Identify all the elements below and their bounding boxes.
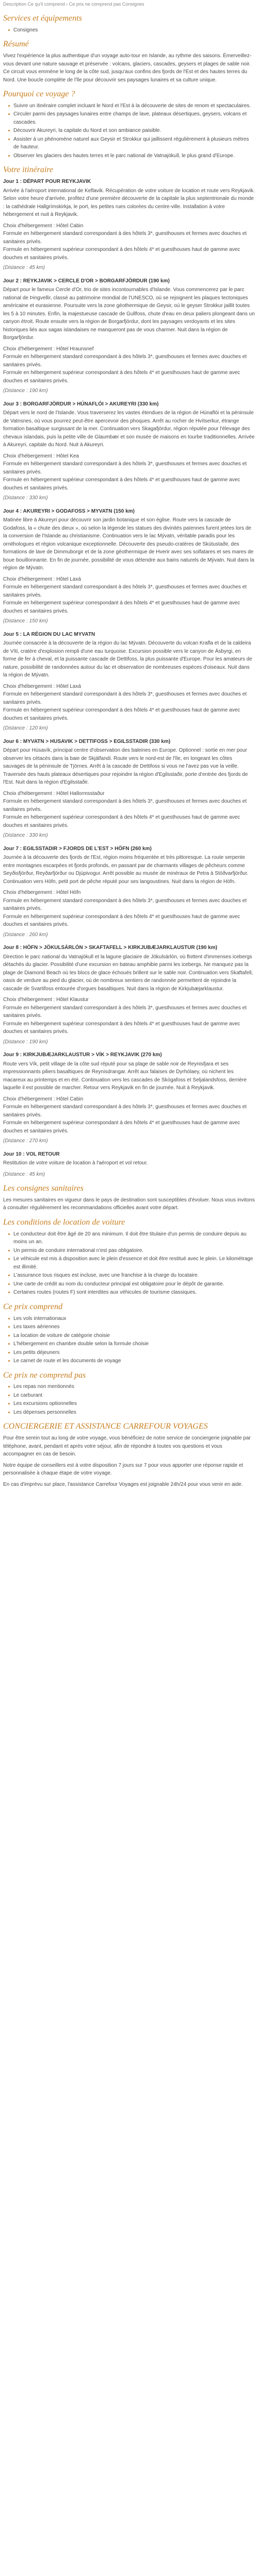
- includes-item: La location de voiture de catégorie choisie: [8, 1332, 255, 1340]
- accommodation-line: Formule en hébergement standard correspondant à des hôtels 3*, guesthouses et fermes avec douches et sanitaires privés.: [3, 1104, 247, 1118]
- accommodation-line: Formule en hébergement standard correspondant à des hôtels 3*, guesthouses et fermes avec douches et sanitaires privés.: [3, 691, 247, 705]
- day-description: Départ pour le fameux Cercle d'Or, trio de sites incontournables d'Islande. Vous commencerez par le parc national de Þingvellir, classé au patrimoine mondial de l'UNESCO, où se rejoignent les plaques tectoniques américaine et eurasienne. Poursuite vers la zone géothermique de Geysir, où le geyser Strokkur jaillit toutes les 5 à 10 minutes. Enfin, la majestueuse cascade de Gullfoss, chute d'eau en deux paliers plongeant dans un canyon étroit. Route ensuite vers la région de Borgarfjördur, dont les paysages verdoyants et les sites historiques liés aux sagas islandaises ne manqueront pas de vous charmer. Nuit dans la région de Borgarfjördur.: [3, 287, 255, 341]
- conditions-item: Certaines routes (routes F) sont interdites aux véhicules de tourisme classiques.: [8, 1289, 255, 1297]
- concierge-texts: [3, 1434, 255, 1488]
- itinerary-day: [3, 738, 255, 840]
- itinerary-day: [3, 178, 255, 272]
- services-title: Services et équipements: [3, 13, 82, 23]
- accommodation-line: Formule en hébergement standard correspondant à des hôtels 3*, guesthouses et fermes avec douches et sanitaires privés.: [3, 461, 247, 475]
- day-description: Départ vers le nord de l'Islande. Vous traverserez les vastes étendues de la région de Húnaflói et la péninsule de Vatnsnes, où vous pourrez peut-être apercevoir des phoques. Arrêt au rocher de Hvítserkur, étrange formation basaltique surgissant de la mer. Continuation vers Skagafjördur, région réputée pour l'élevage des chevaux islandais, puis la petite ville de Glaumbær et son musée de maisons en tourbe traditionnelles. Arrivée à Akureyri, capitale du Nord. Nuit à Akureyri.: [3, 410, 255, 448]
- day-distance: (Distance : 190 km): [3, 1039, 48, 1045]
- itinerary: [3, 178, 255, 1178]
- accommodation-line: Choix d'hébergement : Hôtel Cabin: [3, 1096, 84, 1102]
- resume-title: Résumé: [3, 40, 29, 49]
- day-title: Jour 4 : AKUREYRI > GODAFOSS > MYVATN (150 km): [3, 508, 135, 514]
- accommodation-line: Formule en hébergement standard correspondant à des hôtels 3*, guesthouses et fermes avec douches et sanitaires privés.: [3, 584, 247, 598]
- concierge-paragraph: En cas d'imprévu sur place, l'assistance Carrefour Voyages est joignable 24h/24 pour vous venir en aide.: [3, 1481, 243, 1487]
- day-distance: (Distance : 260 km): [3, 931, 48, 938]
- why-item: Circuler parmi des paysages lunaires entre champs de lave, plateaux désertiques, geysers, volcans et cascades.: [8, 110, 255, 126]
- breadcrumb: [3, 0, 255, 8]
- conditions-item: Le conducteur doit être âgé de 20 ans minimum. Il doit être titulaire d'un permis de conduire depuis au moins un an.: [8, 1230, 255, 1246]
- day-title: Jour 3 : BORGARFJÖRDUR > HÚNAFLÓI > AKUREYRI (330 km): [3, 401, 159, 407]
- itinerary-day: [3, 631, 255, 733]
- accommodation-line: Formule en hébergement supérieur correspondant à des hôtels 4* et guesthouses haut de gamme avec douches et sanitaires privés.: [3, 370, 240, 384]
- day-distance: (Distance : 330 km): [3, 495, 48, 501]
- itinerary-day: [3, 400, 255, 502]
- accommodation-line: Choix d'hébergement : Hôtel Laxá: [3, 576, 81, 582]
- excludes-item: Les excursions optionnelles: [8, 1400, 255, 1408]
- accommodation-line: Formule en hébergement standard correspondant à des hôtels 3*, guesthouses et fermes avec douches et sanitaires privés.: [3, 231, 247, 245]
- why-item: Observer les glaciers des hautes terres et le parc national de Vatnajökull, le plus grand d'Europe.: [8, 152, 255, 160]
- breadcrumb-link[interactable]: Description Ce qu'il comprend: [3, 2, 65, 7]
- excludes-item: Le carburant: [8, 1392, 255, 1400]
- accommodation-line: Formule en hébergement supérieur correspondant à des hôtels 4* et guesthouses haut de gamme avec douches et sanitaires privés.: [3, 477, 240, 491]
- day-distance: (Distance : 190 km): [3, 388, 48, 394]
- includes-item: Les petits déjeuners: [8, 1349, 255, 1357]
- day-description: Matinée libre à Akureyri pour découvrir son jardin botanique et son église. Route vers la cascade de Godafoss, la « chute des dieux », où selon la légende les statues des divinités païennes furent jetées lors de la conversion de l'Islande au christianisme. Continuation vers le lac Mývatn, véritable paradis pour les ornithologues et région volcanique exceptionnelle. Découverte des pseudo-cratères de Skútustaðir, des formations de lave de Dimmuborgir et de la zone géothermique de Hverir avec ses solfatares et ses mares de boue bouillonnante. En fin de journée, possibilité de vous détendre aux bains naturels de Mývatn. Nuit dans la région de Mývatn.: [3, 517, 254, 571]
- accommodation-line: Formule en hébergement standard correspondant à des hôtels 3*, guesthouses et fermes avec douches et sanitaires privés.: [3, 1005, 247, 1019]
- why-title: Pourquoi ce voyage ?: [3, 90, 75, 99]
- itinerary-day: [3, 277, 255, 395]
- includes-item: Les taxes aériennes: [8, 1323, 255, 1331]
- conditions-list: [8, 1230, 255, 1297]
- day-title: Jour 6 : MYVATN > HUSAVIK > DETTIFOSS > EGILSSTADIR (330 km): [3, 738, 171, 744]
- includes-item: Le carnet de route et les documents de voyage: [8, 1357, 255, 1365]
- concierge-title: CONCIERGERIE ET ASSISTANCE CARREFOUR VOYAGES: [3, 1422, 208, 1431]
- conditions-item: L'assurance tous risques est incluse, avec une franchise à la charge du locataire.: [8, 1272, 255, 1280]
- day-description: Arrivée à l'aéroport international de Keflavik. Récupération de votre voiture de location et route vers Reykjavik. Selon votre heure d'arrivée, profitez d'une première découverte de la capitale la plus septentrionale du monde : la cathédrale Hallgrímskirkja, le port, les petites rues colorées du centre-ville. Installation à votre hébergement et nuit à Reykjavik.: [3, 188, 255, 218]
- accommodation-line: Choix d'hébergement : Hôtel Kea: [3, 453, 79, 459]
- day-distance: (Distance : 45 km): [3, 265, 45, 271]
- day-description: Direction le parc national du Vatnajökull et la lagune glaciaire de Jökulsárlón, où flottent d'immenses icebergs détachés du glacier. Possibilité d'une excursion en bateau amphibie parmi les icebergs. Ne manquez pas la plage de Diamond Beach où les blocs de glace échoués brillent sur le sable noir. Continuation vers Skaftafell, oasis de verdure au pied du glacier, où de nombreux sentiers de randonnée permettent de rejoindre la cascade de Svartifoss entourée d'orgues basaltiques. Nuit dans la région de Kirkjubæjarklaustur.: [3, 954, 253, 992]
- day-title: Jour 10 : VOL RETOUR: [3, 1151, 60, 1157]
- day-distance: (Distance : 330 km): [3, 833, 48, 839]
- day-title: Jour 5 : LA RÉGION DU LAC MYVATN: [3, 631, 95, 637]
- why-item: Découvrir Akureyri, la capitale du Nord et son ambiance paisible.: [8, 127, 255, 135]
- conditions-item: Une carte de crédit au nom du conducteur principal est obligatoire pour le dépôt de garantie.: [8, 1280, 255, 1289]
- itinerary-day: [3, 845, 255, 939]
- concierge-paragraph: Pour être serein tout au long de votre voyage, vous bénéficiez de notre service de conciergerie joignable par téléphone, avant, pendant et après votre séjour, afin de répondre à toutes vos questions et vous accompagner en cas de besoin.: [3, 1435, 251, 1458]
- excludes-list: [8, 1383, 255, 1416]
- why-list: [8, 102, 255, 160]
- consignes-title: Les consignes sanitaires: [3, 1184, 84, 1193]
- excludes-item: Les dépenses personnelles: [8, 1409, 255, 1417]
- day-description: Route vers Vík, petit village de la côte sud réputé pour sa plage de sable noir de Reynisfjara et ses impressionnants piliers basaltiques de Reynisdrangar. Arrêt aux falaises de Dyrhólaey, où nichent les macareux au printemps et en été. Continuation vers les cascades de Skógafoss et Seljalandsfoss, derrière laquelle il est possible de marcher. Retour vers Reykjavik en fin de journée. Nuit à Reykjavik.: [3, 1061, 247, 1091]
- day-title: Jour 7 : EGILSSTADIR > FJORDS DE L'EST > HÖFN (260 km): [3, 845, 152, 852]
- services-list: [8, 26, 255, 35]
- day-title: Jour 8 : HÖFN > JÖKULSÁRLÓN > SKAFTAFELL > KIRKJUBÆJARKLAUSTUR (190 km): [3, 945, 217, 951]
- includes-title: Ce prix comprend: [3, 1302, 62, 1311]
- program-title: Votre itinéraire: [3, 165, 54, 175]
- conditions-item: Le véhicule est mis à disposition avec le plein d'essence et doit être restitué avec le plein. Le kilométrage est illimité.: [8, 1255, 255, 1271]
- accommodation-line: Choix d'hébergement : Hôtel Höfn: [3, 890, 81, 896]
- day-title: Jour 9 : KIRKJUBÆJARKLAUSTUR > VÍK > REYKJAVIK (270 km): [3, 1052, 162, 1058]
- accommodation-line: Formule en hébergement standard correspondant à des hôtels 3*, guesthouses et fermes avec douches et sanitaires privés.: [3, 897, 247, 912]
- excludes-item: Les repas non mentionnés: [8, 1383, 255, 1391]
- day-distance: (Distance : 45 km): [3, 1171, 45, 1177]
- accommodation-line: Choix d'hébergement : Hôtel Cabin: [3, 223, 84, 229]
- day-title: Jour 2 : REYKJAVIK > CERCLE D'OR > BORGARFJÖRDUR (190 km): [3, 278, 170, 284]
- accommodation-line: Formule en hébergement supérieur correspondant à des hôtels 4* et guesthouses haut de gamme avec douches et sanitaires privés.: [3, 600, 240, 614]
- itinerary-day: [3, 944, 255, 1046]
- itinerary-day: [3, 1051, 255, 1145]
- accommodation-line: Formule en hébergement supérieur correspondant à des hôtels 4* et guesthouses haut de gamme avec douches et sanitaires privés.: [3, 1120, 240, 1134]
- why-item: Suivre un itinéraire complet incluant le Nord et l'Est à la découverte de sites de renom et spectaculaires.: [8, 102, 255, 110]
- day-title: Jour 1 : DÉPART POUR REYKJAVIK: [3, 179, 91, 185]
- day-distance: (Distance : 120 km): [3, 725, 48, 732]
- accommodation-line: Choix d'hébergement : Hôtel Laxá: [3, 683, 81, 689]
- accommodation-line: Formule en hébergement supérieur correspondant à des hôtels 4* et guesthouses haut de gamme avec douches et sanitaires privés.: [3, 1021, 240, 1035]
- accommodation-line: Formule en hébergement supérieur correspondant à des hôtels 4* et guesthouses haut de gamme avec douches et sanitaires privés.: [3, 707, 240, 721]
- accommodation-line: Choix d'hébergement : Hôtel Klaustur: [3, 997, 89, 1003]
- accommodation-line: Choix d'hébergement : Hôtel Hraunsnef: [3, 346, 94, 352]
- day-description: Départ pour Húsavík, principal centre d'observation des baleines en Europe. Optionnel : sortie en mer pour observer les cétacés dans la baie de Skjálfandi. Route vers le nord-est de l'île, en longeant les côtes sauvages de la péninsule de Tjörnes. Arrêt à la cascade de Dettifoss si vous ne l'avez pas vue la veille. Traversée des hauts plateaux désertiques pour rejoindre la région d'Egilsstaðir, porte d'entrée des fjords de l'Est. Nuit dans la région d'Egilsstaðir.: [3, 748, 248, 786]
- accommodation-line: Choix d'hébergement : Hôtel Hallormsstaður: [3, 790, 105, 796]
- concierge-paragraph: Notre équipe de conseillers est à votre disposition 7 jours sur 7 pour vous apporter une réponse rapide et personnalisée à chaque étape de votre voyage.: [3, 1462, 244, 1477]
- services-item: Consignes: [8, 26, 255, 35]
- accommodation-line: Formule en hébergement standard correspondant à des hôtels 3*, guesthouses et fermes avec douches et sanitaires privés.: [3, 354, 247, 368]
- day-description: Journée consacrée à la découverte de la région du lac Mývatn. Découverte du volcan Krafla et de la caldeira de Víti, cratère d'explosion rempli d'une eau turquoise. Excursion possible vers le canyon de Ásbyrgi, en forme de fer à cheval, et la puissante cascade de Dettifoss, la plus puissante d'Europe. Pour les amateurs de nature, possibilité de randonnées autour du lac et observation de nombreuses espèces d'oiseaux. Nuit dans la région de Mývatn.: [3, 640, 252, 679]
- accommodation-line: Formule en hébergement supérieur correspondant à des hôtels 4* et guesthouses haut de gamme avec douches et sanitaires privés.: [3, 913, 240, 928]
- day-description: Journée à la découverte des fjords de l'Est, région moins fréquentée et très pittoresque. La route serpente entre montagnes escarpées et fjords profonds, en passant par de charmants villages de pêcheurs comme Seyðisfjörður, Reyðarfjörður ou Djúpivogur. Arrêt possible au musée de minéraux de Petra à Stöðvarfjörður. Continuation vers Höfn, petit port de pêche réputé pour ses langoustines. Nuit dans la région de Höfn.: [3, 855, 249, 885]
- day-distance: (Distance : 150 km): [3, 618, 48, 624]
- accommodation-line: Formule en hébergement supérieur correspondant à des hôtels 4* et guesthouses haut de gamme avec douches et sanitaires privés.: [3, 247, 240, 261]
- why-item: Assister à un phénomène naturel aux Geysir et Strokkur qui jaillissent régulièrement à plusieurs mètres de hauteur.: [8, 135, 255, 151]
- includes-item: L'hébergement en chambre double selon la formule choisie: [8, 1340, 255, 1348]
- itinerary-day: [3, 1150, 255, 1179]
- resume-text: Vivez l'expérience la plus authentique d'un voyage auto-tour en Islande, au rythme des saisons. Émerveillez-vous devant une nature sauvage et préservée : volcans, glaciers, cascades, geysers et plages de sable noir. Ce circuit vous emmène le long de la côte sud, jusqu'aux confins des fjords de l'Est et des hautes terres du Nord. Une boucle complète de l'île pour découvrir ses paysages lunaires et sa culture unique.: [3, 53, 252, 83]
- conditions-title: Les conditions de location de voiture: [3, 1217, 125, 1227]
- accommodation-line: Formule en hébergement standard correspondant à des hôtels 3*, guesthouses et fermes avec douches et sanitaires privés.: [3, 799, 247, 812]
- includes-item: Les vols internationaux: [8, 1315, 255, 1323]
- day-distance: (Distance : 270 km): [3, 1138, 48, 1144]
- excludes-title: Ce prix ne comprend pas: [3, 1370, 86, 1380]
- itinerary-day: [3, 507, 255, 625]
- breadcrumb-rest: › Ce prix ne comprend pas Consignes: [64, 2, 144, 7]
- consignes-text: Les mesures sanitaires en vigueur dans le pays de destination sont susceptibles d'évoluer. Nous vous invitons à consulter régulièrement les recommandations officielles avant votre départ.: [3, 1197, 255, 1211]
- accommodation-line: Formule en hébergement supérieur correspondant à des hôtels 4* et guesthouses haut de gamme avec douches et sanitaires privés.: [3, 815, 240, 828]
- day-description: Restitution de votre voiture de location à l'aéroport et vol retour.: [3, 1160, 148, 1166]
- conditions-item: Un permis de conduire international n'est pas obligatoire.: [8, 1247, 255, 1255]
- includes-list: [8, 1315, 255, 1365]
